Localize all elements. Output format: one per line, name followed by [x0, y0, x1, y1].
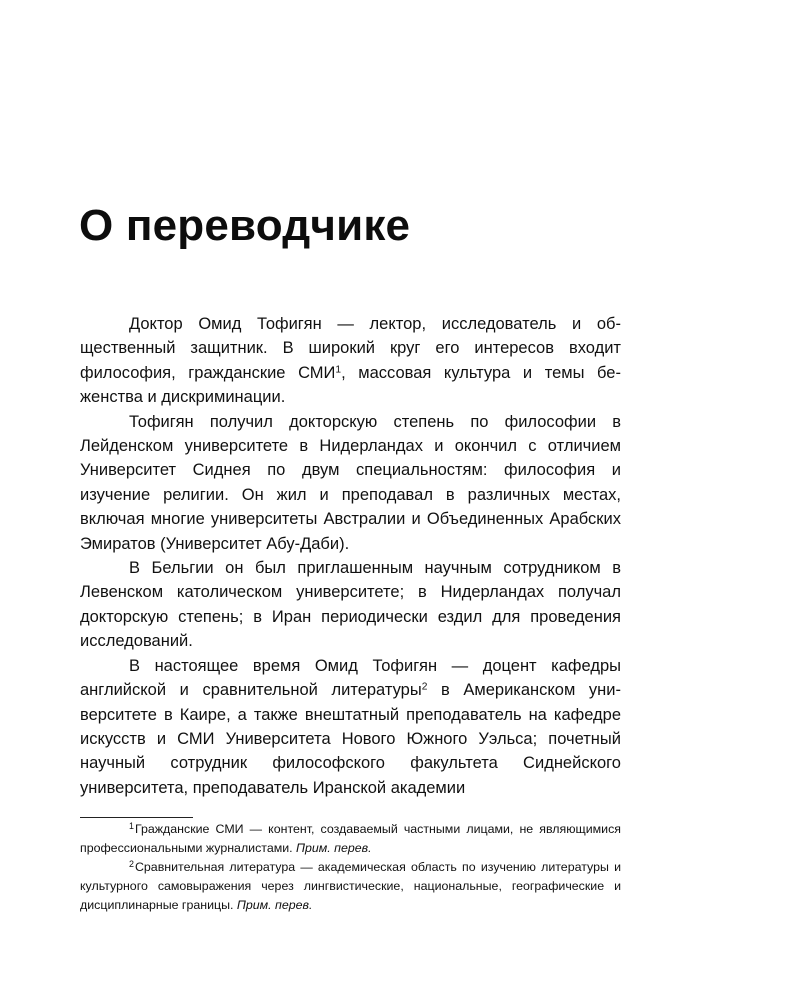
footnote-1: [80, 820, 621, 858]
footnotes: [80, 820, 621, 915]
translator-note-1: Прим. перев.: [296, 841, 372, 855]
paragraph-1-text-a: Доктор Омид Тофигян — лектор, исследователь и общественный защитник. В широкий круг его интересов входит философия, гражданские СМИ: [80, 315, 621, 382]
paragraph-1-text-b: , массовая культура и темы беженства и дискриминации.: [80, 363, 621, 407]
footnote-number-1: 1: [129, 820, 134, 831]
footnote-text-1: Гражданские СМИ — контент, создаваемый частными лицами, не являющимися профессиональными журналистами.: [80, 822, 621, 855]
footnote-divider: [80, 817, 193, 818]
page-title: О переводчике: [79, 201, 411, 250]
paragraph-2: Тофигян получил докторскую степень по философии в Лейденском университете в Нидерландах и окончил с отличием Университет Сиднея по двум специальностям: философия и изучение религии. Он жил и преподавал в различных местах, включая многие университеты Австралии и Объединенных Арабских Эмиратов (Университет Абу-Даби).: [80, 412, 621, 553]
main-text: [80, 312, 621, 800]
paragraph-3: В Бельгии он был приглашенным научным сотрудником в Левенском католическом университете; в Нидерландах получал докторскую степень; в Иран периодически ездил для проведения исследований.: [80, 559, 621, 651]
footnote-text-2: Сравнительная литература — академическая область по изучению литературы и культурного самовыражения через лингвистические, национальные, географические и дисциплинарные границы.: [80, 860, 621, 912]
footnote-ref-2: 2: [421, 681, 428, 693]
footnote-number-2: 2: [129, 858, 134, 869]
footnote-ref-1: 1: [335, 364, 342, 376]
paragraph-4-text-b: в Американском университете в Каире, а также внештатный преподаватель на кафедре искусств и СМИ Университета Нового Южного Уэльса; почетный научный сотрудник философского факультета Сиднейского университета, преподаватель Иранской академии: [80, 681, 621, 797]
translator-note-2: Прим. перев.: [236, 898, 313, 912]
paragraph-4-text-a: В настоящее время Омид Тофигян — доцент кафедры английской и сравнительной литературы: [80, 656, 621, 700]
footnote-2: [80, 858, 621, 915]
paragraph-4: [80, 654, 621, 800]
paragraph-1: [80, 312, 621, 410]
